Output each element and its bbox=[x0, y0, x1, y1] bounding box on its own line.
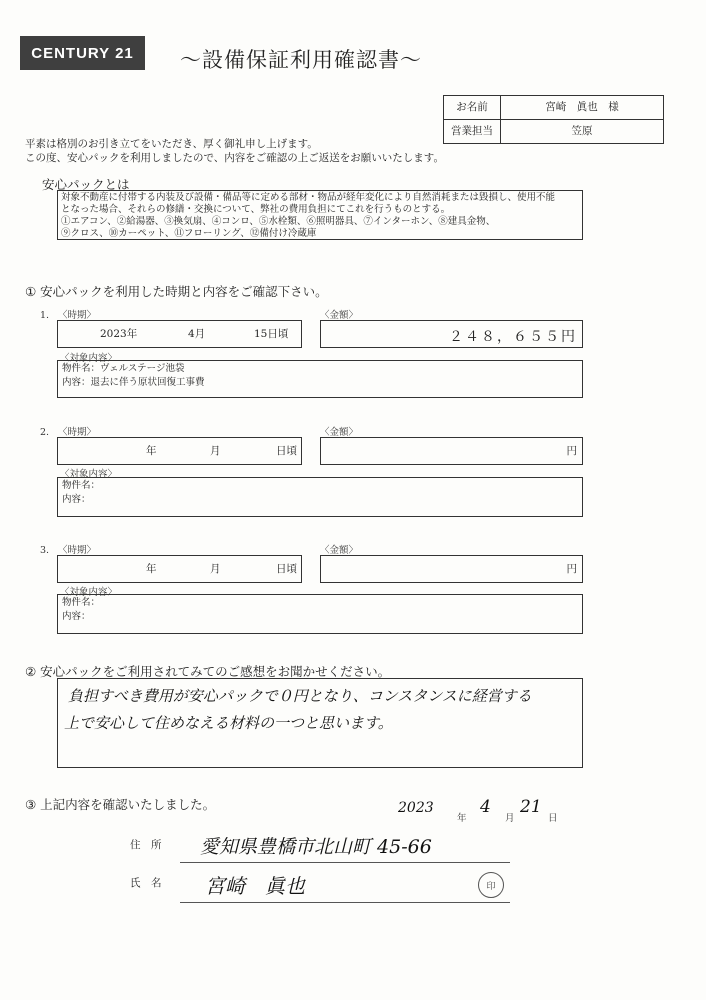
entry3-content-box bbox=[57, 594, 583, 634]
entry1-content-box bbox=[57, 360, 583, 398]
feedback-box bbox=[57, 678, 583, 768]
entry3-content-label: 〈対象内容〉 bbox=[60, 587, 118, 598]
entry1-year: 2023年 bbox=[100, 328, 138, 340]
staff-value: 笠原 bbox=[501, 120, 664, 144]
entry2-period-label: 〈時期〉 bbox=[58, 427, 97, 438]
entry2-amount-label: 〈金額〉 bbox=[320, 427, 359, 438]
entry2-amount: 円 bbox=[566, 445, 577, 457]
entry1-amount-box bbox=[320, 320, 583, 348]
confirm-year-label: 年 bbox=[457, 813, 467, 824]
address-value: 愛知県豊橋市北山町 45-66 bbox=[200, 836, 432, 858]
entry3-property: 物件名： bbox=[62, 597, 101, 608]
entry2-content: 内容： bbox=[62, 494, 91, 505]
about-line-2: となった場合、それらの修繕・交換について、弊社の費用負担にてこれを行うものとする。 bbox=[61, 204, 451, 215]
about-line-3: ①エアコン、②給湯器、③換気扇、④コンロ、⑤水栓類、⑥照明器具、⑦インターホン、⑧建具金物、 bbox=[61, 216, 496, 227]
entry3-period-label: 〈時期〉 bbox=[58, 545, 97, 556]
greeting-line-2: この度、安心パックを利用しましたので、内容をご確認の上ご返送をお願いいたします。 bbox=[25, 152, 444, 164]
name-label: お名前 bbox=[444, 96, 501, 120]
entry1-property: 物件名：ヴェルステージ池袋 bbox=[62, 363, 185, 374]
entry2-period-box bbox=[57, 437, 302, 465]
entry1-content-label: 〈対象内容〉 bbox=[60, 353, 118, 364]
entry1-month: 4月 bbox=[188, 328, 206, 340]
confirm-day-label: 日 bbox=[548, 813, 558, 824]
entry3-number: 3. bbox=[40, 545, 50, 556]
entry1-amount-label: 〈金額〉 bbox=[320, 310, 359, 321]
entry1-number: 1. bbox=[40, 310, 50, 321]
about-line-4: ⑨クロス、⑩カーペット、⑪フローリング、⑫備付け冷蔵庫 bbox=[61, 228, 317, 239]
entry1-content: 内容：退去に伴う原状回復工事費 bbox=[62, 377, 205, 388]
confirm-date-month: 4 bbox=[480, 797, 491, 817]
confirm-date-year: 2023 bbox=[398, 800, 434, 816]
entry3-month: 月 bbox=[210, 563, 221, 575]
staff-label: 営業担当 bbox=[444, 120, 501, 144]
entry3-amount: 円 bbox=[566, 563, 577, 575]
entry3-day: 日頃 bbox=[276, 563, 297, 575]
entry3-period-box bbox=[57, 555, 302, 583]
entry2-day: 日頃 bbox=[276, 445, 297, 457]
entry1-day: 15日頃 bbox=[254, 328, 289, 340]
address-label: 住 所 bbox=[130, 839, 162, 851]
entry3-amount-label: 〈金額〉 bbox=[320, 545, 359, 556]
section3-heading: ③ 上記内容を確認いたしました。 bbox=[25, 797, 216, 812]
feedback-line-1: 負担すべき費用が安心パックで０円となり、コンスタンスに経営する bbox=[68, 687, 532, 705]
confirm-date-day: 21 bbox=[520, 797, 542, 817]
signature-name: 宮崎 眞也 bbox=[205, 874, 305, 898]
entry2-year: 年 bbox=[146, 445, 157, 457]
name-field-label: 氏 名 bbox=[130, 877, 162, 889]
entry2-month: 月 bbox=[210, 445, 221, 457]
entry2-content-box bbox=[57, 477, 583, 517]
address-underline bbox=[180, 862, 510, 863]
entry3-amount-box bbox=[320, 555, 583, 583]
section2-heading: ② 安心パックをご利用されてみてのご感想をお聞かせください。 bbox=[25, 664, 391, 679]
entry2-amount-box bbox=[320, 437, 583, 465]
century21-logo: CENTURY 21 bbox=[20, 36, 145, 70]
entry1-period-box bbox=[57, 320, 302, 348]
feedback-line-2: 上で安心して住めなえる材料の一つと思います。 bbox=[64, 714, 393, 732]
name-value: 宮崎 眞也 様 bbox=[501, 96, 664, 120]
entry3-content: 内容： bbox=[62, 611, 91, 622]
entry2-number: 2. bbox=[40, 427, 50, 438]
entry1-amount: ２４８，６５５円 bbox=[449, 329, 577, 345]
seal-stamp: 印 bbox=[478, 872, 504, 898]
name-underline bbox=[180, 902, 510, 903]
about-heading: 安心パックとは bbox=[42, 177, 130, 192]
about-box bbox=[57, 190, 583, 240]
entry2-property: 物件名： bbox=[62, 480, 101, 491]
customer-info-table bbox=[443, 95, 664, 144]
entry3-year: 年 bbox=[146, 563, 157, 575]
page-title: ～設備保証利用確認書～ bbox=[180, 48, 422, 72]
section1-heading: ① 安心パックを利用した時期と内容をご確認下さい。 bbox=[25, 284, 328, 299]
entry1-period-label: 〈時期〉 bbox=[58, 310, 97, 321]
confirm-month-label: 月 bbox=[505, 813, 515, 824]
entry2-content-label: 〈対象内容〉 bbox=[60, 469, 118, 480]
about-line-1: 対象不動産に付帯する内装及び設備・備品等に定める部材・物品が経年変化により自然消耗または毀損し、使用不能 bbox=[61, 192, 556, 203]
greeting-line-1: 平素は格別のお引き立てをいただき、厚く御礼申し上げます。 bbox=[25, 138, 318, 150]
